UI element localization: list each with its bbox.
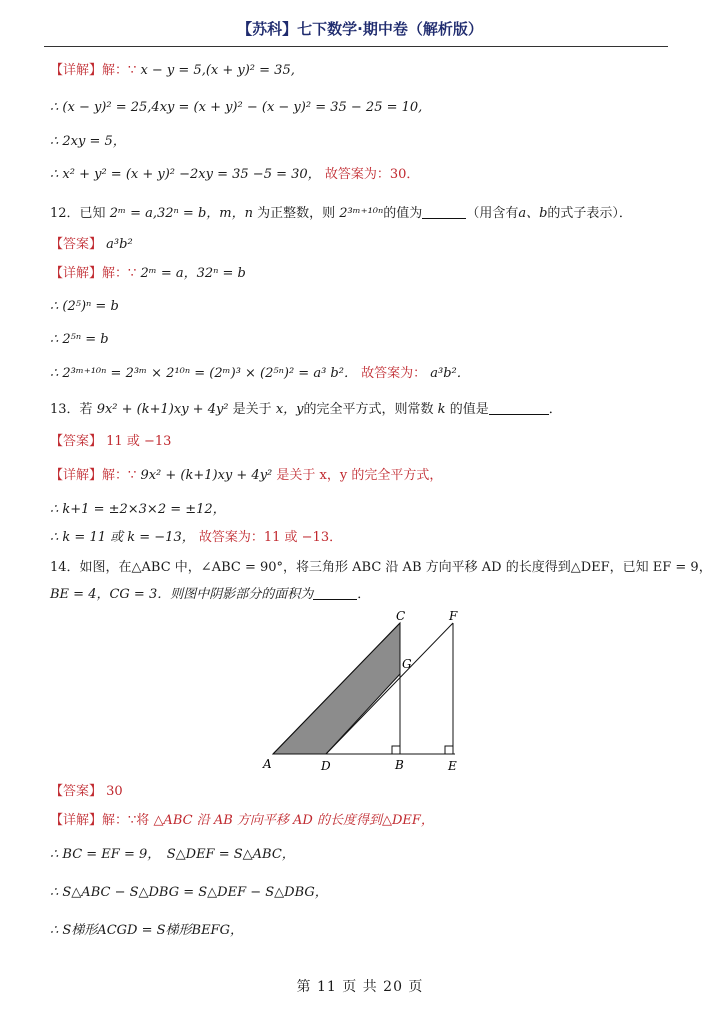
q14-answer-line (50, 783, 123, 801)
label-A: A (263, 757, 272, 771)
label-F: F (449, 609, 458, 623)
question-number: 14． (50, 560, 80, 575)
answer-statement: 故答案为：11 或 −13． (198, 530, 343, 545)
detail-tag: 【详解】 (50, 266, 103, 281)
q14-detail-line-1 (50, 812, 434, 830)
q12-detail-line-1 (50, 265, 246, 283)
prev-solution-line-2: ∴ (x − y)² = 25,4xy = (x + y)² − (x − y)² = 35 − 25 = 10, (50, 100, 423, 115)
answer-value: a³b²． (430, 366, 470, 381)
answer-blank (422, 218, 466, 219)
q12-detail-line-3: ∴ 2⁵ⁿ = b (50, 332, 109, 347)
q12-answer-line (50, 236, 133, 254)
answer-blank (489, 414, 549, 415)
math-expression: ∴ 2³ᵐ⁺¹⁰ⁿ = 2³ᵐ × 2¹⁰ⁿ = (2ᵐ)³ × (2⁵ⁿ)² = a³ b²． (50, 366, 357, 381)
answer-value: 11 或 −13 (106, 434, 172, 449)
answer-statement: 故答案为：30． (324, 167, 420, 182)
prev-solution-line-3: ∴ 2xy = 5， (50, 134, 126, 149)
q13-detail-line-2: ∴ k+1 = ±2×3×2 = ±12， (50, 502, 226, 517)
math-expression: 2ᵐ = a,32ⁿ = b，m，n (109, 206, 253, 221)
math-expression: 2ᵐ = a，32ⁿ = b (140, 266, 246, 281)
detail-tag: 【详解】 (50, 468, 103, 483)
question-text: 的值为 (383, 206, 423, 221)
label-C: C (396, 609, 406, 623)
q12-detail-line-4 (50, 365, 470, 383)
answer-blank (313, 599, 357, 600)
q13-answer-line (50, 433, 171, 451)
question-12 (50, 205, 632, 223)
question-text: 是关于 (232, 402, 272, 417)
math-expression: ∴ x² + y² = (x + y)² −2xy = 35 −5 = 30， (50, 167, 321, 182)
answer-tag: 【答案】 (50, 784, 103, 799)
math-expression: ∴ k = 11 或 k = −13， (50, 530, 195, 545)
math-variable: k (437, 402, 446, 417)
question-text: BE = 4，CG = 3．则图中阴影部分的面积为 (50, 587, 314, 602)
detail-text: △ABC 沿 AB 方向平移 AD 的长度得到△DEF， (153, 813, 434, 828)
q13-detail-line-1 (50, 467, 442, 485)
answer-value: 30 (106, 784, 123, 799)
right-angle-B (392, 746, 400, 754)
detail-lead: 解：∵ (102, 63, 137, 78)
detail-lead: 解：∵ (102, 468, 137, 483)
math-variable: x，y (275, 402, 304, 417)
prev-solution-line-4 (50, 166, 419, 184)
page-header-title: 【苏科】七下数学·期中卷（解析版） (237, 20, 483, 38)
question-text: 的式子表示）． (547, 206, 632, 221)
q14-detail-line-3: ∴ S△ABC − S△DBG = S△DEF − S△DBG， (50, 885, 328, 900)
label-G: G (402, 657, 412, 671)
translation-triangle-figure (258, 608, 478, 778)
q14-detail-line-4: ∴ S梯形ACGD = S梯形BEFG， (50, 923, 243, 938)
answer-statement: 故答案为： (361, 366, 427, 381)
label-E: E (448, 759, 457, 773)
question-text: ． (548, 402, 562, 417)
detail-text: 是关于 x，y 的完全平方式， (276, 468, 443, 483)
detail-tag: 【详解】 (50, 813, 103, 828)
q13-detail-line-3 (50, 529, 342, 547)
detail-lead: 解：∵ (102, 266, 137, 281)
label-D: D (321, 759, 331, 773)
math-expression: x − y = 5,(x + y)² = 35, (140, 63, 295, 78)
math-variable: a、b (518, 206, 548, 221)
question-text: 的完全平方式，则常数 (303, 402, 434, 417)
detail-lead: 解：∵将 (102, 813, 150, 828)
prev-solution-line-1 (50, 62, 295, 80)
right-angle-E (445, 746, 453, 754)
answer-value: a³b² (106, 237, 133, 252)
math-expression: 9x² + (k+1)xy + 4y² (96, 402, 229, 417)
question-text: （用含有 (466, 206, 519, 221)
label-B: B (395, 758, 404, 772)
question-text: 若 (79, 402, 93, 417)
q12-detail-line-2: ∴ (2⁵)ⁿ = b (50, 299, 119, 314)
detail-tag: 【详解】 (50, 63, 103, 78)
header-divider (44, 46, 668, 47)
page-footer: 第 11 页 共 20 页 (296, 979, 424, 995)
question-text: 如图，在△ABC 中，∠ABC = 90°，将三角形 ABC 沿 AB 方向平移 AD 的长度得到△DEF，已知 EF = 9， (79, 560, 712, 575)
question-text: 已知 (79, 206, 106, 221)
math-expression: 2³ᵐ⁺¹⁰ⁿ (339, 206, 384, 221)
question-14-line-2 (50, 586, 370, 604)
math-expression: 9x² + (k+1)xy + 4y² (140, 468, 273, 483)
question-text: ． (357, 587, 371, 602)
question-text: 的值是 (449, 402, 489, 417)
answer-tag: 【答案】 (50, 237, 103, 252)
question-number: 12． (50, 206, 80, 221)
answer-tag: 【答案】 (50, 434, 103, 449)
question-14-line-1 (50, 559, 712, 577)
question-number: 13． (50, 402, 80, 417)
q14-detail-line-2: ∴ BC = EF = 9， S△DEF = S△ABC， (50, 847, 295, 862)
question-text: 为正整数，则 (257, 206, 336, 221)
question-13 (50, 401, 562, 419)
